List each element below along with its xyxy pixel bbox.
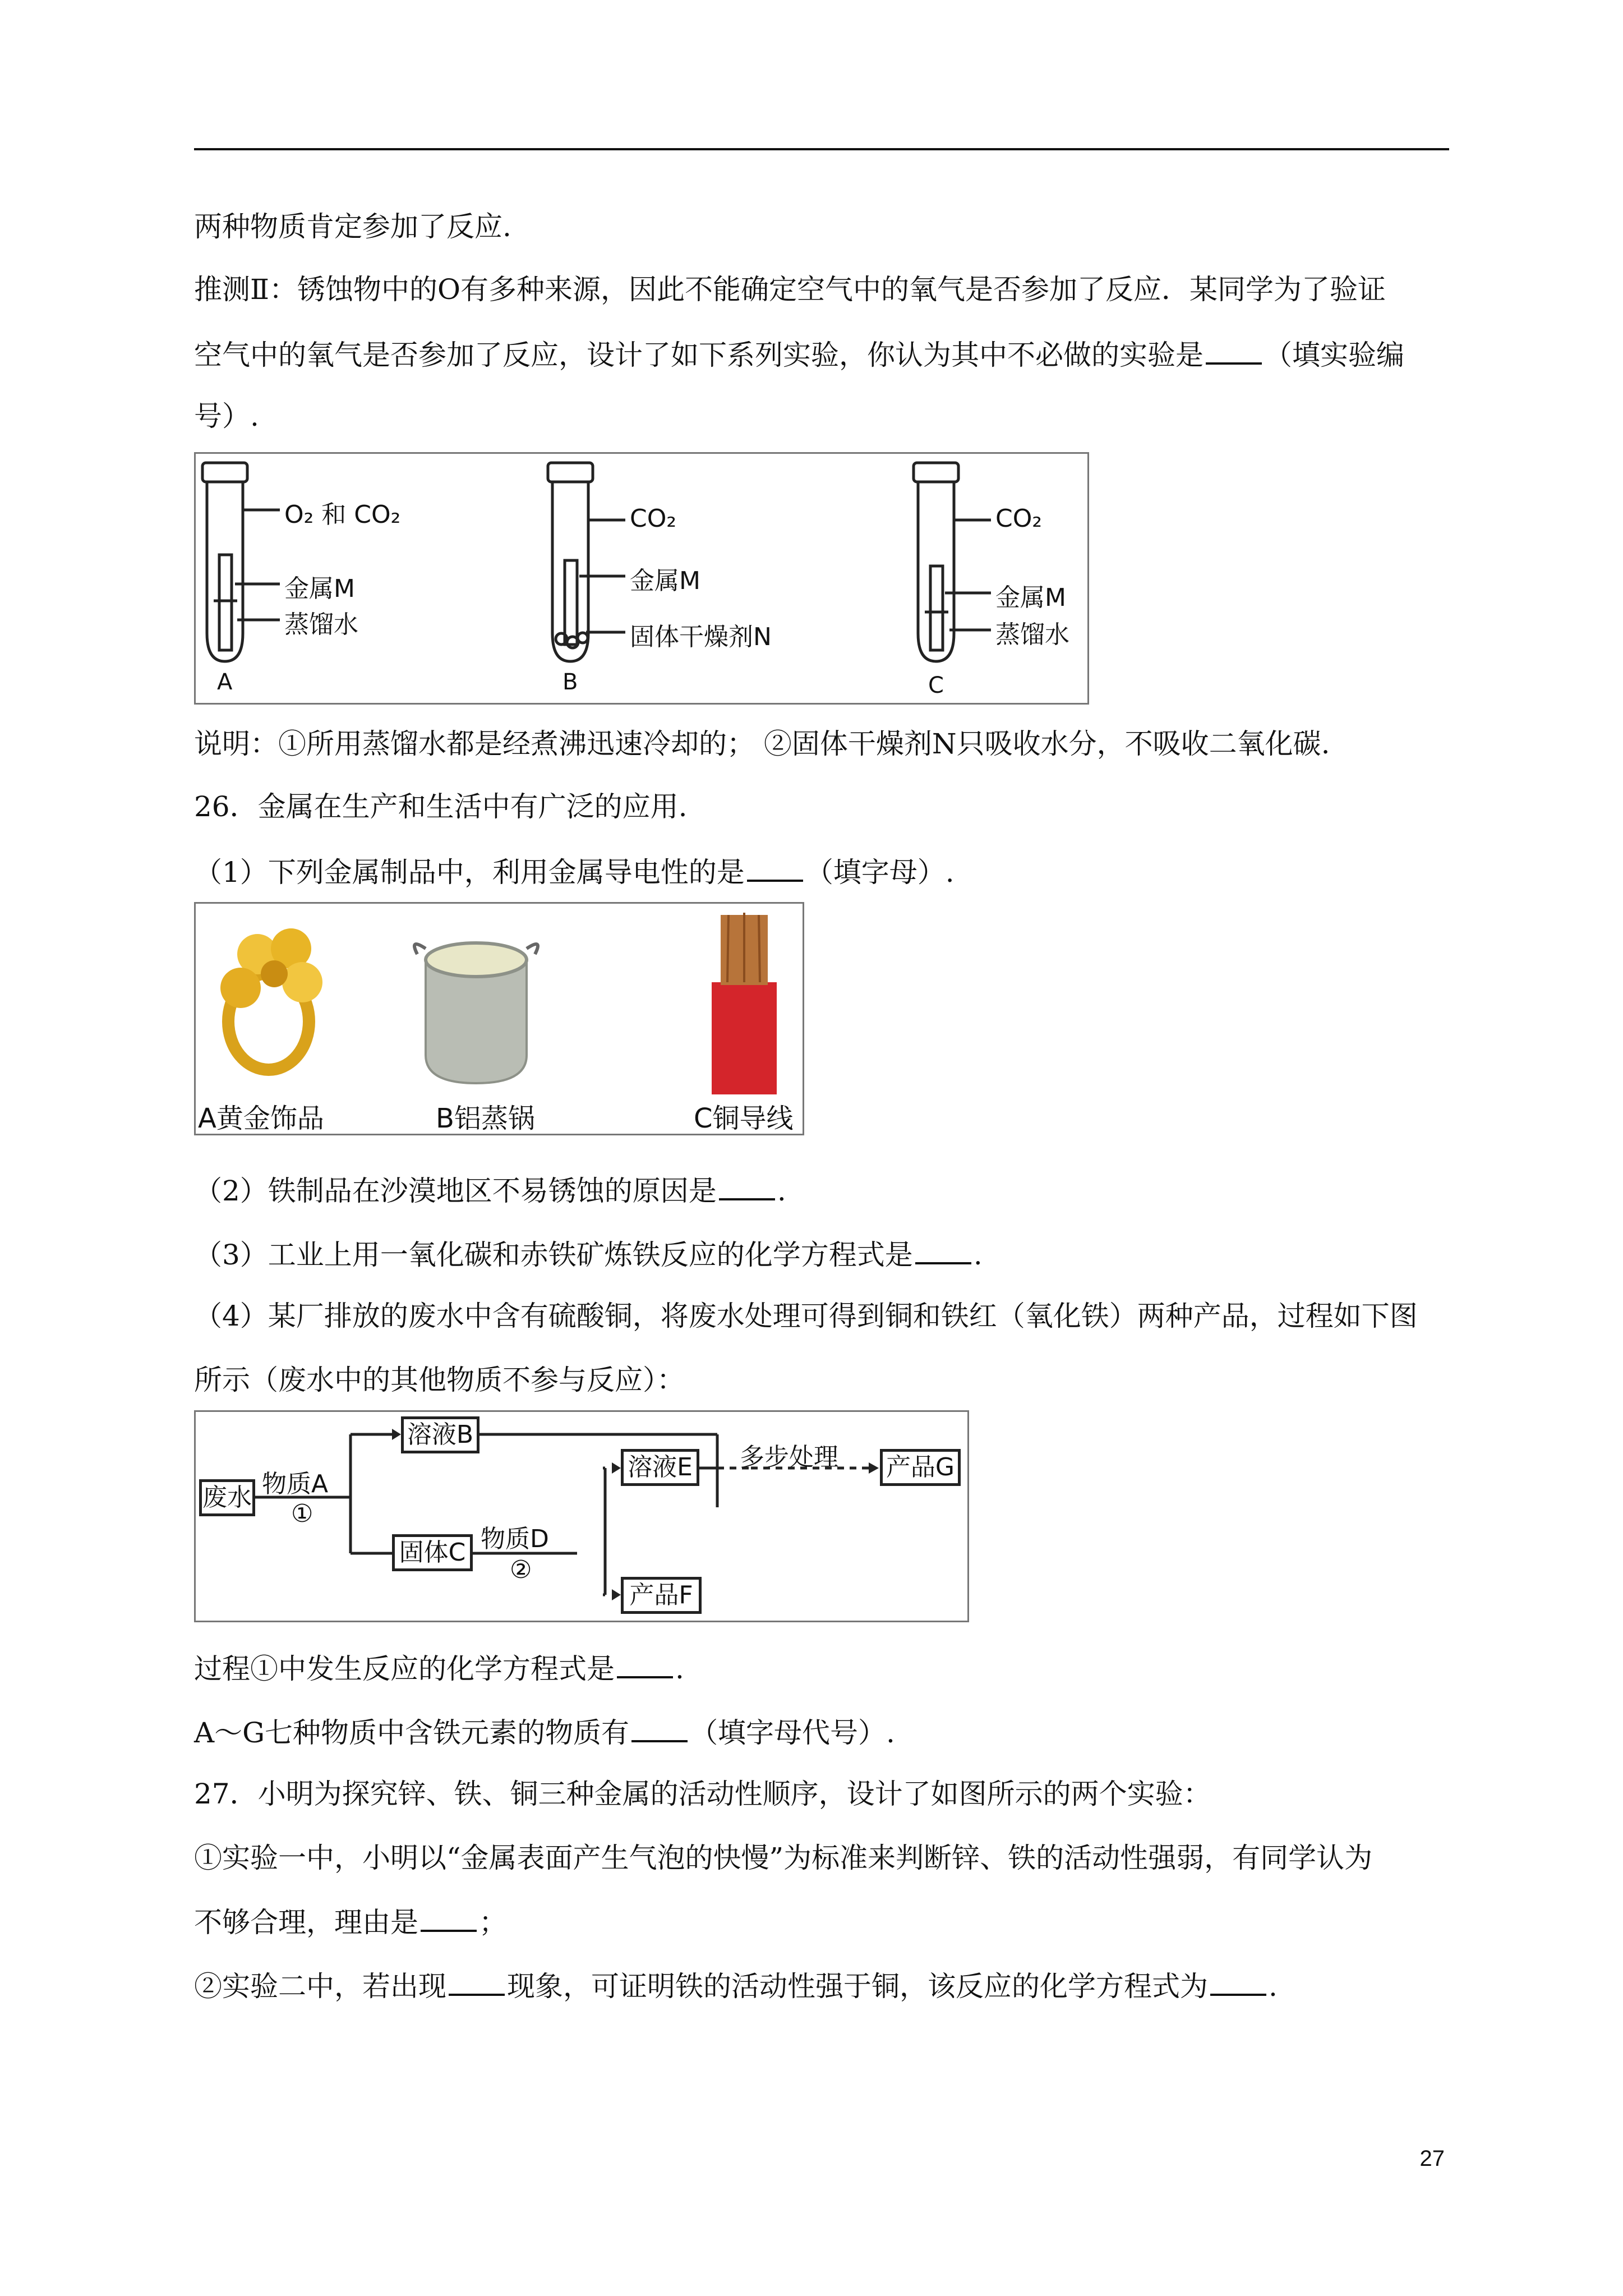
tube-c-metal-label: 金属M: [995, 583, 1066, 612]
tube-a-letter: A: [217, 669, 233, 695]
test-tube-figure: [194, 452, 1089, 705]
box-product-g: 产品G: [880, 1449, 961, 1486]
text-span: （填字母代号）.: [690, 1717, 895, 1749]
text-line: ①实验一中，小明以“金属表面产生气泡的快慢”为标准来判断锌、铁的活动性强弱，有同学认为: [194, 1842, 1373, 1874]
label-substance-a: 物质A: [262, 1470, 329, 1498]
box-solution-e: 溶液E: [621, 1449, 699, 1486]
text-line: [194, 1904, 507, 1939]
question-27: 27．小明为探究锌、铁、铜三种金属的活动性顺序，设计了如图所示的两个实验：: [194, 1778, 1211, 1810]
answer-blank[interactable]: [617, 1650, 673, 1678]
text-line: 推测Ⅱ：锈蚀物中的O有多种来源，因此不能确定空气中的氧气是否参加了反应．某同学为了验证: [194, 273, 1386, 306]
copper-wire-icon: [712, 913, 777, 1094]
text-line: [194, 1236, 983, 1272]
tube-a-gas-label: O₂ 和 CO₂: [284, 500, 401, 529]
text-line: [194, 337, 1404, 372]
text-span: （填字母）.: [805, 856, 955, 889]
label-substance-d: 物质D: [481, 1525, 549, 1553]
label-multi-step: 多步处理: [740, 1443, 838, 1471]
text-span: A～G七种物质中含铁元素的物质有: [194, 1717, 630, 1749]
text-span: 不够合理，理由是: [194, 1906, 418, 1939]
text-span: （填实验编: [1264, 339, 1404, 371]
text-line: [194, 1650, 684, 1686]
tube-c-bottom-label: 蒸馏水: [995, 620, 1069, 649]
box-product-f: 产品F: [621, 1577, 702, 1614]
box-solution-b: 溶液B: [401, 1416, 479, 1453]
box-solid-c: 固体C: [392, 1534, 473, 1571]
text-span: .: [1269, 1970, 1278, 2003]
answer-blank[interactable]: [719, 1172, 775, 1200]
answer-blank[interactable]: [1210, 1968, 1266, 1996]
note-line: 说明：①所用蒸馏水都是经煮沸迅速冷却的； ②固体干燥剂N只吸收水分，不吸收二氧化碳.: [194, 728, 1330, 760]
text-line: 所示（废水中的其他物质不参与反应）：: [194, 1364, 685, 1396]
text-span: 过程①中发生反应的化学方程式是: [194, 1653, 615, 1685]
label-step-1: ①: [291, 1499, 313, 1528]
answer-blank[interactable]: [915, 1236, 971, 1264]
text-line: （4）某厂排放的废水中含有硫酸铜，将废水处理可得到铜和铁红（氧化铁）两种产品，过程如下图: [194, 1300, 1418, 1332]
tube-a-bottom-label: 蒸馏水: [284, 610, 358, 639]
tube-c-gas-label: CO₂: [995, 504, 1042, 533]
text-line: 两种物质肯定参加了反应.: [194, 210, 511, 243]
tube-a-metal-label: 金属M: [284, 574, 355, 603]
tube-b-bottom-label: 固体干燥剂N: [630, 623, 772, 651]
tube-b-letter: B: [562, 669, 578, 695]
text-span: .: [777, 1175, 786, 1207]
answer-blank[interactable]: [421, 1904, 477, 1932]
text-span: 空气中的氧气是否参加了反应，设计了如下系列实验，你认为其中不必做的实验是: [194, 339, 1204, 371]
text-span: ；: [479, 1906, 507, 1939]
text-line: [194, 854, 955, 889]
header-rule: [194, 148, 1449, 150]
tube-b-metal-label: 金属M: [630, 567, 700, 595]
text-span: （1）下列金属制品中，利用金属导电性的是: [194, 856, 745, 889]
product-a-label: A黄金饰品: [198, 1103, 324, 1134]
answer-blank[interactable]: [449, 1968, 505, 1996]
tube-b-gas-label: CO₂: [630, 504, 676, 533]
box-waste: 废水: [199, 1479, 255, 1516]
text-line: [194, 1714, 895, 1750]
text-span: 现象，可证明铁的活动性强于铜，该反应的化学方程式为: [507, 1970, 1208, 2003]
answer-blank[interactable]: [747, 854, 803, 882]
page-number: 27: [1419, 2146, 1445, 2171]
text-line: [194, 1172, 786, 1208]
answer-blank[interactable]: [631, 1714, 688, 1742]
text-span: .: [973, 1239, 983, 1271]
text-span: .: [675, 1653, 684, 1685]
text-span: （2）铁制品在沙漠地区不易锈蚀的原因是: [194, 1175, 717, 1207]
tube-c-letter: C: [928, 673, 944, 698]
text-line: 号）.: [194, 400, 259, 432]
product-b-label: B铝蒸锅: [436, 1103, 535, 1134]
text-line: [194, 1968, 1278, 2003]
product-c-label: C铜导线: [694, 1103, 794, 1134]
process-flowchart: [194, 1410, 969, 1622]
aluminum-pot-icon: [414, 943, 538, 1083]
question-26: 26．金属在生产和生活中有广泛的应用.: [194, 790, 688, 823]
text-span: ②实验二中，若出现: [194, 1970, 446, 2003]
text-span: （3）工业上用一氧化碳和赤铁矿炼铁反应的化学方程式是: [194, 1239, 913, 1271]
metal-products-figure: [194, 902, 804, 1135]
label-step-2: ②: [510, 1556, 532, 1584]
answer-blank[interactable]: [1206, 337, 1262, 365]
gold-ring-icon: [220, 928, 322, 1070]
